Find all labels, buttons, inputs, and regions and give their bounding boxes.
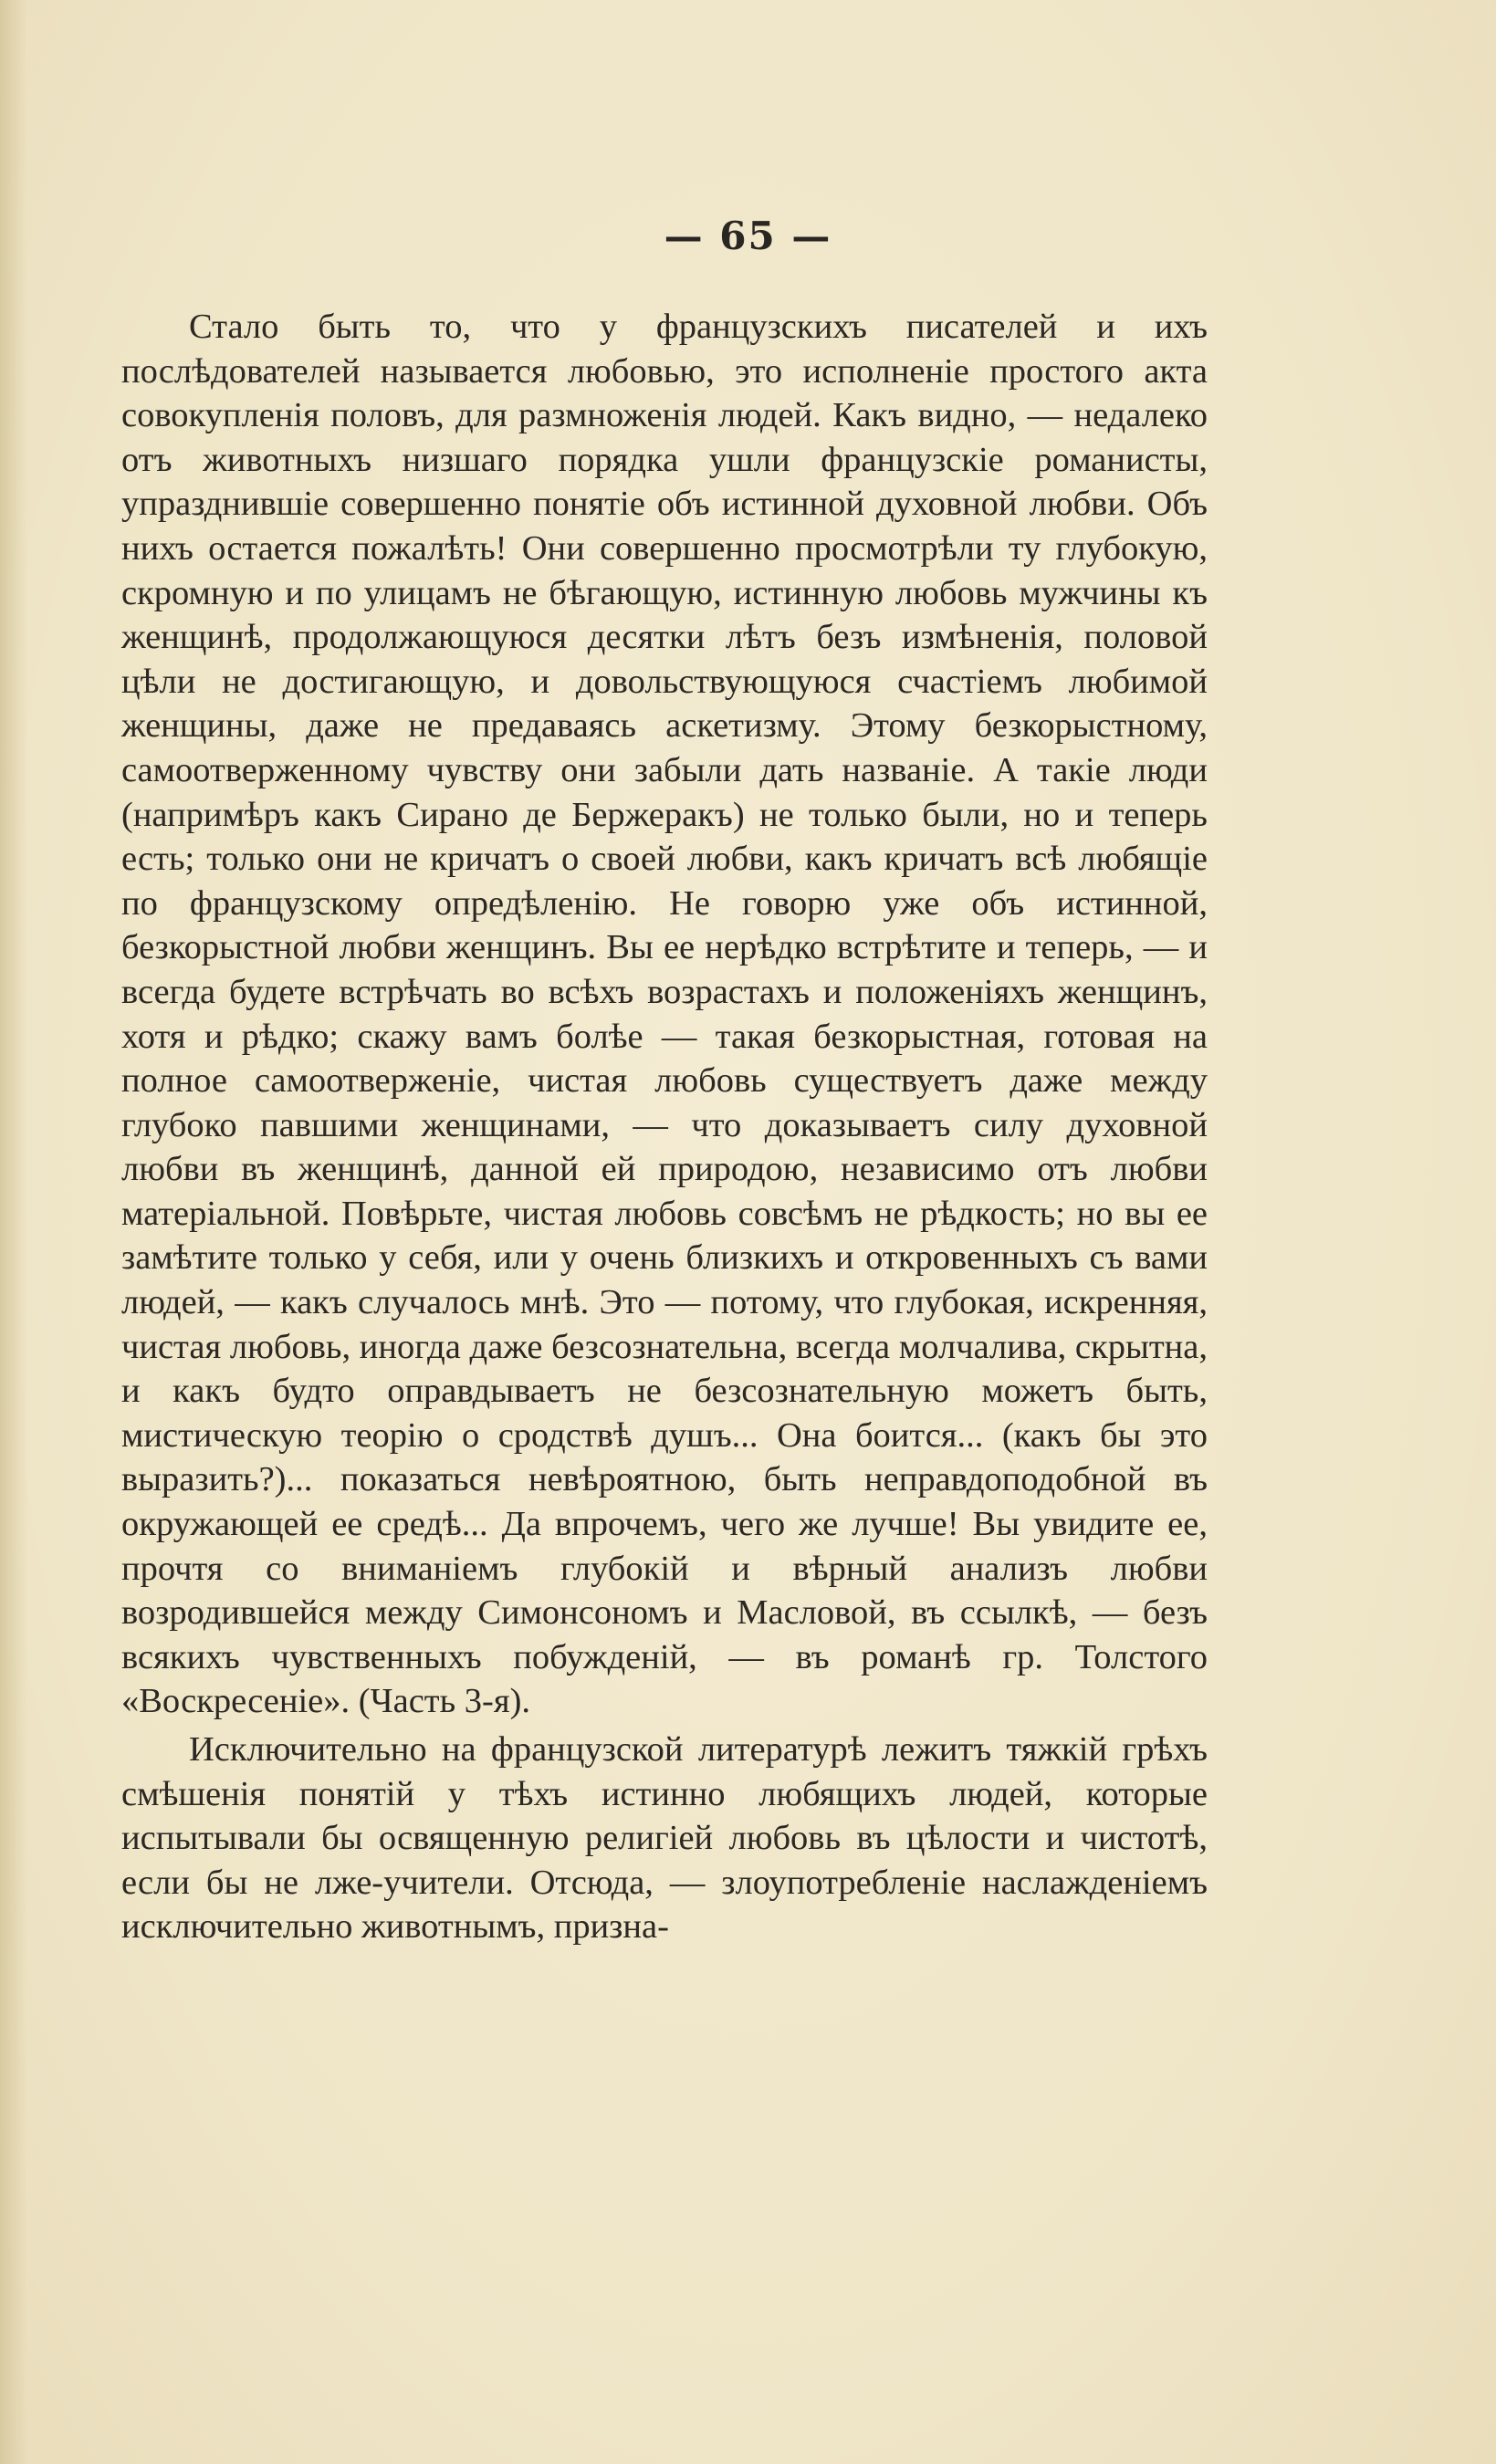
paragraph-1: Стало быть то, что у французскихъ писателей и ихъ послѣдователей называется любовью, это исполненіе простого акта совокупленія половъ, для размноженія людей. Какъ видно, — недалеко отъ животныхъ низшаго порядка ушли французскіе романисты, упразднившіе совершенно понятіе объ истинной духовной любви. Объ нихъ остается пожалѣть! Они совершенно просмотрѣли ту глубокую, скромную и по улицамъ не бѣгающую, истинную любовь мужчины къ женщинѣ, продолжающуюся десятки лѣтъ безъ измѣненія, половой цѣли не достигающую, и довольствующуюся счастіемъ любимой женщины, даже не предаваясь аскетизму. Этому безкорыстному, самоотверженному чувству они забыли дать названіе. А такіе люди (напримѣръ какъ Сирано де Бержеракъ) не только были, но и теперь есть; только они не кричатъ о своей любви, какъ кричатъ всѣ любящіе по французскому опредѣленію. Не говорю уже объ истинной, безкорыстной любви женщинъ. Вы ее нерѣдко встрѣтите и теперь, — и всегда будете встрѣчать во всѣхъ возрастахъ и положеніяхъ женщинъ, хотя и рѣдко; скажу вамъ болѣе — такая безкорыстная, готовая на полное самоотверженіе, чистая любовь существуетъ даже между глубоко павшими женщинами, — что доказываетъ силу духовной любви въ женщинѣ, данной ей природою, независимо отъ любви матеріальной. Повѣрьте, чистая любовь совсѣмъ не рѣдкость; но вы ее замѣтите только у себя, или у очень близкихъ и откровенныхъ съ вами людей, — какъ случалось мнѣ. Это — потому, что глубокая, искренняя, чистая любовь, иногда даже безсознательна, всегда молчалива, скрытна, и какъ будто оправдываетъ не безсознательную можетъ быть, мистическую теорію о сродствѣ душъ... Она боится... (какъ бы это выразить?)... показаться невѣроятною, быть неправдоподобной въ окружающей ее средѣ... Да впрочемъ, чего же лучше! Вы увидите ее, прочтя со вниманіемъ глубокій и вѣрный анализъ любви возродившейся между Симонсономъ и Масловой, въ ссылкѣ, — безъ всякихъ чувственныхъ побужденій, — въ романѣ гр. Толстого «Воскресеніе». (Часть 3-я).	[121, 308, 1208, 1721]
page-body	[121, 305, 1208, 1949]
paragraph-2: Исключительно на французской литературѣ лежитъ тяжкій грѣхъ смѣшенія понятій у тѣхъ истинно любящихъ людей, которые испытывали бы освященную религіей любовь въ цѣлости и чистотѣ, если бы не лже-учители. Отсюда, — злоупотребленіе наслажденіемъ исключительно животнымъ, призна-	[121, 1730, 1208, 1947]
page-number: — 65 —	[664, 214, 832, 258]
page-spine-shadow	[0, 0, 27, 2464]
